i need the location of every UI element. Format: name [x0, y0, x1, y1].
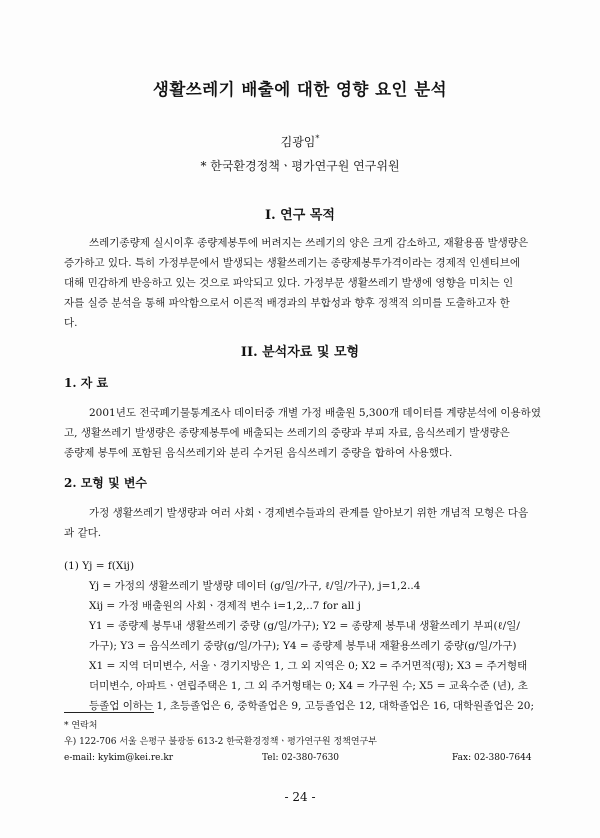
subsection-heading-data: 1. 자 료	[64, 376, 109, 390]
subsection-heading-model-variables: 2. 모형 및 변수	[64, 476, 148, 490]
paragraph-line: 고, 생활쓰레기 발생량은 종량제봉투에 배출되는 쓰레기의 중량과 부피 자료, 음식쓰레기 발생량은	[64, 427, 510, 439]
author-footnote-mark: *	[315, 134, 320, 143]
variable-definition: Xij = 가정 배출원의 사회ㆍ경제적 변수 i=1,2,..7 for all j	[89, 600, 361, 612]
footnote-fax: Fax: 02-380-7644	[452, 753, 532, 763]
variable-definition: X1 = 지역 더미변수, 서울ㆍ경기지방은 1, 그 외 지역은 0; X2 = 주거면적(평); X3 = 주거형태	[89, 660, 528, 672]
paper-title: 생활쓰레기 배출에 대한 영향 요인 분석	[152, 80, 448, 99]
footnote-tel: Tel: 02-380-7630	[262, 753, 340, 763]
model-equation: (1) Yj = f(Xij)	[64, 560, 135, 572]
paragraph-line: 증가하고 있다. 특히 가정부문에서 발생되는 생활쓰레기는 종량제봉투가격이라는 경제적 인센티브에	[64, 257, 521, 269]
footnote-email: e-mail: kykim@kei.re.kr	[64, 753, 174, 763]
variable-definition: 등졸업 이하는 1, 초등졸업은 6, 중학졸업은 9, 고등졸업은 12, 대학졸업은 16, 대학원졸업은 20;	[89, 700, 534, 712]
paragraph-line: 대해 민감하게 반응하고 있는 것으로 파악되고 있다. 가정부문 생활쓰레기 발생에 영향을 미치는 인	[64, 277, 514, 289]
section-heading-purpose: I. 연구 목적	[265, 208, 335, 223]
variable-definition: Yj = 가정의 생활쓰레기 발생량 데이터 (g/일/가구, ℓ/일/가구), j=1,2..4	[89, 580, 421, 592]
page-number: - 24 -	[284, 790, 316, 804]
section-heading-data-model: II. 분석자료 및 모형	[240, 345, 360, 360]
author-affiliation: * 한국환경정책ㆍ평가연구원 연구위원	[200, 159, 400, 173]
paragraph-line: 다.	[64, 317, 78, 329]
footnote-rule	[64, 712, 154, 713]
author-name	[0, 133, 600, 150]
paragraph-line: 쓰레기종량제 실시이후 종량제봉투에 버려지는 쓰레기의 양은 크게 감소하고, 재활용품 발생량은	[89, 237, 529, 249]
paragraph-line: 과 같다.	[64, 527, 102, 539]
variable-definition: 가구); Y3 = 음식쓰레기 중량(g/일/가구); Y4 = 종량제 봉투내 재활용쓰레기 중량(g/일/가구)	[89, 640, 517, 652]
paragraph-line: 2001년도 전국폐기물통계조사 데이터중 개별 가정 배출원 5,300개 데이터를 계량분석에 이용하였	[89, 407, 541, 419]
paragraph-line: 자를 실증 분석을 통해 파악함으로서 이론적 배경과의 부합성과 향후 정책적 의미를 도출하고자 한	[64, 297, 510, 309]
footnote-address: 우) 122-706 서울 은평구 불광동 613-2 한국환경정책ㆍ평가연구원 정책연구부	[64, 737, 377, 747]
footnote-label: * 연락처	[64, 721, 98, 731]
variable-definition: 더미변수, 아파트ㆍ연립주택은 1, 그 외 주거형태는 0; X4 = 가구원 수; X5 = 교육수준 (년), 초	[89, 680, 528, 692]
paragraph-line: 종량제 봉투에 포함된 음식쓰레기와 분리 수거된 음식쓰레기 중량을 합하여 사용했다.	[64, 447, 453, 459]
author-name-text: 김광임	[280, 135, 316, 149]
paragraph-line: 가정 생활쓰레기 발생량과 여러 사회ㆍ경제변수들과의 관계를 알아보기 위한 개념적 모형은 다음	[89, 507, 529, 519]
variable-definition: Y1 = 종량제 봉투내 생활쓰레기 중량 (g/일/가구); Y2 = 종량제 봉투내 생활쓰레기 부피(ℓ/일/	[89, 620, 520, 632]
